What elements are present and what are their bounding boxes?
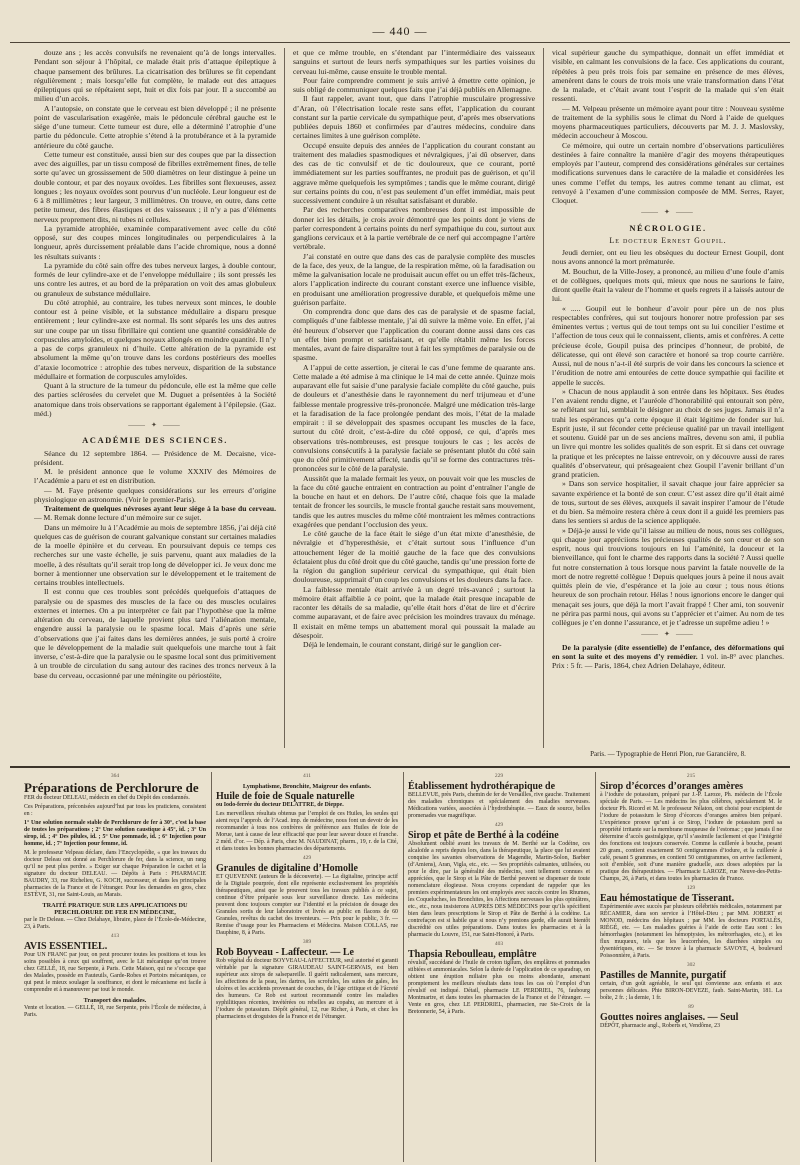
- ad-text: ET QUEVENNE (auteurs de la découverte). — La digitaline, principe actif de la Digitale pourprée, dont elle représente exclusivement les propriétés thérapeutiques, ainsi que le prouvent tous les travaux publiés à ce sujet, continue d’être préparée sous leur surveillance directe. Les médecins peuvent donc toujours compter sur l’identité et la précision de dosage des Granules sortis de leur laboratoire et livrés au public en flacons de 60 Granules, revêtus du cachet des inventeurs. — Prix pour le public, 3 fr. — Remise d’usage pour les Pharmaciens et Médecins. Maison COLLAS, rue Dauphine, 8, à Paris.: [216, 874, 398, 936]
- paragraph: [34, 381, 276, 418]
- paragraph: — M. Velpeau présente un mémoire ayant pour titre : Nouveau système de traitement de la syphilis sous le climat du Nord à l’aide de quelques moyens pharmaceutiques particuliers, découverts par M. J. J. Maslovsky, médecin accoucheur à Moscou.: [552, 103, 784, 141]
- section-subtitle: Le docteur Ernest Goupil.: [609, 235, 727, 245]
- ad-text: révulsif, succédané de l’huile de croton tiglium, des emplâtres et pommades stibiées et ammoniacales. Selon la durée de l’application de ce sparadrap, on obtient une éruption miliaire plus ou moins abondante, amenant promptement les meilleurs résultats dans tous les cas où l’emploi d’un révulsif est indiqué. Détail, pharmacie LE PERDRIEL, 76, faubourg Montmartre, et dans toutes les pharmacies de la France et de l’étranger. — Vente en gros, chez LE PERDRIEL, pharmacien, rue Ste-Croix de la Bretonnerie, 54, à Paris.: [408, 960, 590, 1015]
- ad-number: 389: [302, 939, 312, 945]
- ad-column-1: [24, 772, 206, 1162]
- header-rule: [10, 42, 790, 43]
- paragraph: On comprendra donc que dans des cas de paralysie et de spasme facial, compliqués d’une faiblesse mentale, j’ai dû suivre la même voie. En effet, j’ai été heureux d’observer que l’application du courant donne aussi dans ces cas un effet bien prompt et satisfaisant, et qu’elle rétablit même les forces mentales, avant de faire disparaître tout à fait les symptômes de paralysie ou de spasme.: [293, 307, 535, 363]
- paragraph: Il est connu que ces troubles sont précédés quelquefois d’attaques de paralysie ou de spasmes des muscles de la face ou des muscles oculaires externes et internes. On a pu interpréter ce fait par l’hypothèse que la même altération du cerveau, de laquelle provient plus tard l’aliénation mentale, engendre aussi la paralysie ou le spasme local. Mais d’après une série d’observations que j’ai faites dans les dernières années, je suis porté à croire que le développement de la maladie suit quelquefois une marche tout à fait inverse, c’est-à-dire que la paralysie ou le spasme local sont dus primitivement à un trouble de circulation du sang autour des racines des troncs nerveux à la base du cerveau, occasionné par une méningite ou périostéite,: [34, 587, 276, 680]
- ad-text: Rob végétal du docteur BOYVEAU-LAFFECTEUR, seul autorisé et garanti véritable par la signature GIRAUDEAU SAINT-GERVAIS, est bien supérieur aux sirops de salsepareille. Il guérit radicalement, sans mercure, les affections de la peau, les dartres, les scrofules, les suites de gales, les ulcères et les accidents provenant de couches, de l’âge critique et de l’âcreté des humeurs. Ce Rob est surtout recommandé contre les maladies syphilitiques récentes, invétérées ou rebelles au copahu, au mercure et à l’iodure de potassium. Dépôt général, 12, rue Richer, à Paris, et chez les pharmaciens et droguistes de la France et de l’étranger.: [216, 958, 398, 1020]
- paragraph: Pour faire comprendre comment je suis arrivé à émettre cette opinion, je suis obligé de communiquer quelques faits que j’ai déjà publiés en Allemagne.: [293, 75, 535, 94]
- book-notice: [552, 643, 784, 671]
- paragraph: » Dans son service hospitalier, il savait chaque jour faire apprécier sa savante expérience et la bonté de son cœur. C’est assez dire qu’il était aimé de tous, surtout de ses élèves, auxquels il savait inspirer l’amour de l’étude et du bien. Sa mémoire restera chère à ceux dont il a guidé les premiers pas dans les sentiers si ardus de la science appliquée.: [552, 479, 784, 526]
- ad-text: Pour UN FRANC par jour, on peut procurer toutes les positions et tous les soins possibles à ceux qui souffrent, avec le Lit mécanique qu’on trouve chez GELLÉ, 18, rue Serpente, à Paris. Cette Maison, qui ne s’occupe que des Malades, possède en Fauteuils, Garde-Robes et Portoirs mécaniques, ce qui peut le mieux soulager la souffrance, et dont le mécanisme est facile à comprendre et à manœuvrer par tout le monde.: [24, 952, 206, 993]
- ad-number: 413: [110, 933, 120, 939]
- paragraph: [34, 504, 276, 523]
- ornament-divider: ⸻ ✦ ⸻: [640, 630, 696, 639]
- ad-headline: Gouttes noires anglaises. — Seul: [600, 1012, 739, 1023]
- ad-text: Vente et location. — GELLÉ, 18, rue Serpente, près l’École de médecine, à Paris.: [24, 1005, 206, 1018]
- ad-column-4: [600, 772, 782, 1162]
- ad-text: BELLEVUE, près Paris, chemin de fer de Versailles, rive gauche. Traitement des maladies chroniques et spécialement des maladies nerveuses. Médications variées, associées à l’hydrothérapie. — Eaux de source, belles promenades vue magnifique.: [408, 792, 590, 819]
- ad-headline: Établissement hydrothérapique de: [408, 781, 556, 792]
- paragraph-text: Quant à la structure de la tumeur du pédoncule, elle est la même que celle des parties sclérosées du cervelet que M. Duguet a présentées à la Société anatomique dans trois observations se rapportant également à l’épilepsie.: [34, 381, 276, 409]
- ad-headline: Huile de foie de Squale naturelle: [216, 791, 355, 802]
- ad-headline: Rob Boyveau - Laffecteur. — Le: [216, 947, 354, 958]
- ad-headline: Pastilles de Mannite, purgatif: [600, 970, 727, 981]
- ad-column-3: [408, 772, 590, 1162]
- ad-text: Absolument oublié avant les travaux de M. Berthé sur la Codéine, ces alcaloïde a repris depuis lors, dans la thérapeutique, la place que lui avaient conquise les savantes observations de Magendie, Martin-Solon, Barbier (d’Amiens), Aran, Vigla, etc., etc. — Ses propriétés calmantes, utilisées, ou pour le dire, par la généralité des médecins, sont tellement connues et appréciées, que le Sirop et la Pâte de Berthé peuvent se dispenser de toute nomenclature élogieuse. Nous croyons cependant de rappeler que les premiers expérimentateurs les ont employés avec succès contre les Rhumes, les Coqueluches, les Bronchites, les Affections nerveuses les plus opiniâtres, etc., etc., nous insisterons AUPRÈS DES MÉDECINS pour qu’ils spécifient bien dans leurs prescriptions le Sirop et Pâte de Berthé à la codéine. La contrefaçon est si habile que si nous n’y prenions garde, elle aurait bientôt discrédité ces utiles préparations. Dans toutes les pharmacies et à la pharmacie du Louvre, 151, rue Saint-Honoré, à Paris.: [408, 841, 590, 938]
- column-3: [552, 48, 784, 748]
- ad-text: M. le professeur Velpeau déclare, dans l’Encyclopédie, « que les travaux du docteur Deleau ont donné au Perchlorure de fer, dans la science, un rang qu’il ne peut plus perdre. » Exiger sur chaque Préparation le cachet et la signature du docteur DELEAU. — Dépôts à Paris : PHARMACIE BAUDRY, 33, rue Richelieu, G. KOCH, successeur, et dans les principales pharmacies de la France et de l’étranger. Pour les demandes en gros, chez ESTÈVE, 31, rue Saint-Louis, au Marais.: [24, 850, 206, 898]
- ad-number: 429: [302, 855, 312, 861]
- ad-number: 215: [686, 773, 696, 779]
- ad-text: certain, d’un goût agréable, le seul qui convienne aux enfants et aux personnes délicates. Phie BIRON-DEVEZE, faub. Saint-Martin, 181. La boîte, 2 fr. ; la demie, 1 fr.: [600, 981, 782, 1001]
- imprint-line: Paris. — Typographie de Henri Plon, rue Garancière, 8.: [590, 750, 746, 758]
- ad-subtitle: TRAITÉ PRATIQUE SUR LES APPLICATIONS DU PERCHLORURE DE FER EN MÉDECINE,: [42, 902, 188, 916]
- paragraph: M. Bouchut, de la Ville-Josey, a prononcé, au milieu d’une foule d’amis et de collègues, quelques mots qui, mieux que nous ne saurions le faire, diront quelle était la valeur de l’homme et quels regrets il a laissés autour de lui.: [552, 266, 784, 304]
- paragraph: Le côté gauche de la face était le siége d’un état mixte d’anesthésie, de névralgie et d’hyperesthésie, et c’était surtout sous l’influence d’un attouchement léger de la moitié gauche de la face que des convulsions éclataient plus du côté droit que du côté gauche, tandis qu’une pression forte de la région du ganglion supérieur cervical du sympathique, qui était bien douloureuse, supprimait d’un coup les convulsions et les douleurs dans la face.: [293, 529, 535, 585]
- ad-text: DÉPÔT, pharmacie angl., Roberts et, Vendôme, 23: [600, 1023, 721, 1029]
- source-citation: (Gaz. méd.): [34, 399, 276, 418]
- ad-column-rule: [403, 772, 404, 1162]
- ad-text: Expérimentée avec succès par plusieurs célébrités médicales, notamment par RÉCAMIER, dans son service à l’Hôtel-Dieu ; par MM. JOBERT et MONOD, médecins des hôpitaux ; par MM. les docteurs PORTALÈS, RIÉGÉ, etc. — Les maladies guéries à l’aide de cette Eau sont : les hémorrhagies (notamment les hémoptysies, les métrorrhagies, etc.), et les flux muqueux, tels que les leucorrhées, les diarrhées simples ou dysentériques, etc. — Se trouve à la pharmacie SAVOYE, 4, boulevard Poissonnière, à Paris.: [600, 904, 782, 959]
- paragraph: » Déjà-je aussi le vide qu’il laisse au milieu de nous, nous ses collègues, qui chaque jour appréciions les précieuses qualités de son cœur et de son esprit, nous qui trouvions toujours en lui l’aménité, la douceur et la bienveillance, qui font le charme des rapports dans la société ? Aussi quelle fut notre consternation à tous lorsque nous parvint la fatale nouvelle de la mort de notre regretté collègue ! Depuis quelques jours à peine il nous avait quittés plein de vie, d’espérance et la joie au cœur ; tous nous étions heureux de son prochain retour. Hélas ! nous ignorions encore le danger qui menaçait ses jours, que déjà la mort l’avait frappé ! Cher ami, ton souvenir ne périra pas parmi nous, qui avons su t’apprécier et t’aimer. Au nom de tes collègues je t’en donne l’assurance, et je t’adresse un suprême adieu ! »: [552, 525, 784, 627]
- paragraph: La pyramide du côté sain offre des tubes nerveux larges, à double contour, formés de leur cylindre-axe et de l’enveloppe médullaire ; ils sont pressés les uns contre les autres, et au bord de la préparation on voit des amas globuleux ou granuleux de substance médullaire.: [34, 260, 276, 298]
- ad-text: par le Dr Deleau. — Chez Delahaye, libraire, place de l’École-de-Médecine, 23, à Paris.: [24, 917, 206, 930]
- ad-number: 411: [302, 773, 312, 779]
- paragraph: A l’autopsie, on constate que le cerveau est bien développé ; il ne présente point de vascularisation exagérée, mais le pédoncule cérébral gauche est le siége d’une tumeur. Cette tumeur est dure, elle a déterminé l’atrophie d’une partie du pédoncule. Cette atrophie s’étend à la protubérance et à la pyramide antérieure du côté gauche.: [34, 103, 276, 150]
- section-title-necrology: NÉCROLOGIE.: [629, 222, 707, 233]
- column-rule: [284, 48, 285, 748]
- ad-number: 229: [494, 773, 504, 779]
- column-2: [293, 48, 535, 748]
- ornament-divider: ⸻ ✦ ⸻: [127, 421, 183, 429]
- paragraph: Par des recherches comparatives nombreuses dont il est impossible de donner ici les détails, je crois avoir démontré que les points dont je viens de parler correspondent à certains points du nerf sympathique du cou, surtout aux ganglions cervicaux et à la partie vertébrale de ce nerf qui accompagne l’artère vertébrale.: [293, 205, 535, 252]
- ad-column-2: [216, 772, 398, 1162]
- ad-items: 1° Une solution normale stable de Perchlorure de fer à 30°, c’est la base de toutes les préparations ; 2° Une solution caustique à 45°, id. ; 3° Un sirop, id. ; 4° Des pilules, id. ; 5° Une pommade, id. ; 6° Injection pour homme, id. ; 7° Injection pour femme, id.: [24, 820, 206, 847]
- ad-subtitle: Lymphatisme, Bronchite, Maigreur des enfants.: [242, 783, 372, 790]
- column-rule: [543, 48, 544, 748]
- paragraph: Il faut rappeler, avant tout, que dans l’atrophie musculaire progressive d’Aran, où l’électrisation locale reste sans effet, l’application du courant constant sur la partie cervicale du sympathique peut, d’après mes observations publiées depuis 1860 et confirmées par d’autres médecins, conduire dans certaines limites à une guérison complète.: [293, 94, 535, 141]
- ad-subtitle: Transport des malades.: [83, 997, 147, 1004]
- ad-headline: Préparations de Perchlorure de: [24, 780, 199, 795]
- ad-number: 129: [686, 885, 696, 891]
- paragraph: « ..... Goupil eut le bonheur d’avoir pour père un de nos plus respectables confrères, qui sut toujours honorer notre profession par ses éminentes vertus ; vertus qui de tout temps ont su lui concilier l’estime et l’affection de tous ceux qui le connaissent, clients, amis et confrères. A cette précieuse école, Goupil puisa des principes d’honneur, de probité, de délicatesse, qui ont élevé son caractère et honoré sa trop courte carrière. Aussi, nul de nous n’a-t-il été surpris de voir dans les concours la science et l’érudition de notre ami entourées de cette douce sympathie qui facilite et appelle le succès.: [552, 303, 784, 387]
- column-1: [34, 48, 276, 748]
- ad-headline: Sirop d’écorces d’oranges amères: [600, 781, 744, 792]
- page-number: — 440 —: [372, 24, 428, 38]
- paragraph: Cette tumeur est constituée, aussi bien sur des coupes que par la dissection avec des aiguilles, par un tissu composé de fibrilles extrêmement fines, de telle sorte qu’avec un grossissement de 500 diamètres on leur distingue à peine un double contour, et par des noyaux ovoïdes. Les fibrilles sont flexueuses, assez longues ; les noyaux ovoïdes sont pourvus d’un nucléole. Leur longueur est de 6 à 8 millimètres ; leur largeur, 3 millimètres. On trouve, en outre, dans cette petite tumeur, des fibres élastiques et des vaisseaux ; il n’y a pas d’éléments nerveux proprement dits, ni tubes ni cellules.: [34, 149, 276, 224]
- paragraph: vical supérieur gauche du sympathique, donnait un effet immédiat et visible, en calmant les convulsions de la face. Ces applications du courant, répétées à peu près trois fois par semaine en présence de mes élèves, amenèrent dans le cours de trois mois une vraie transformation dans l’état de la malade, et c’était avant tout l’esprit de la malade qui s’en était ressenti.: [552, 48, 784, 104]
- book-details: 1 vol. in-8° avec planches. Prix : 5 fr. — Paris, 1864, chez Adrien Delahaye, éditeur.: [552, 651, 784, 670]
- paragraph: La pyramide atrophiée, examinée comparativement avec celle du côté opposé, sur des coupes minces longitudinales ou perpendiculaires à la longueur, après durcissement préalable dans l’acide chromique, nous a donné les résultats suivants :: [34, 223, 276, 261]
- journal-page: [10, 0, 790, 1165]
- ad-text: Ces Préparations, préconisées aujourd’hui par tous les praticiens, consistent en :: [24, 804, 206, 817]
- subsection-title: Traitement de quelques névroses ayant leur siége à la base du cerveau.: [44, 504, 276, 513]
- paragraph: Dans un mémoire lu à l’Académie au mois de septembre 1856, j’ai déjà cité quelques cas de guérison de courant galvanique constant sur certaines maladies de la moelle épinière et du cerveau. En poursuivant depuis ce temps ces recherches sur une vaste échelle, je suis parvenu, quant aux maladies de la moelle, à des résultats qu’il serait trop long de développer ici. Je veux donc me borner à mentionner une observation sur le développement et le traitement de certains troubles intellectuels.: [34, 522, 276, 587]
- ad-number: 364: [110, 773, 120, 779]
- paragraph: A l’appui de cette assertion, je citerai le cas d’une femme de quarante ans. Cette malade a été admise à ma clinique le 14 mai de cette année. Quinze mois auparavant elle fut saisie d’une paralysie faciale complète du côté gauche, puis de douleurs et d’anesthésie dans le rayonnement du nerf trijumeau et d’une faiblesse mentale progressive très-prononcée. Malgré une médication très-large et la faradisation de la face prolongée pendant des mois, l’état de la malade empirait : il se développait des spasmes occupant les muscles de la face, surtout du côté droit, c’est-à-dire du côté opposé, ce qui, d’après mes observations très-nombreuses, est presque toujours le cas ; les accès de convulsions consécutifs à la paralysie faciale se présentant plutôt du côté sain que du côté primitivement affecté, tandis qu’il se forme des contractures très-prononcées sur le côté de la paralysie.: [293, 362, 535, 474]
- paragraph: Ce mémoire, qui outre un certain nombre d’observations particulières destinées à faire connaître la manière d’agir des moyens thérapeutiques employés par l’auteur, comprend des considérations générales sur certaines modifications survenues dans le caractère de la maladie et considérées les unes comme l’effet du temps, les autres comme tenant au climat, est renvoyé à l’examen d’une commission composée de MM. Serres, Rayer, Cloquet.: [552, 140, 784, 205]
- ad-text: à l’iodure de potassium, préparé par J.-P. Laroze, Ph. médecin de l’École spéciale de Paris. — Les médecins les plus célèbres, spécialement M. le docteur Ph. Ricord et M. le professeur Nélaton, ont choisi pour excipient de l’iodure de potassium le Sirop d’écorces d’oranges amères bien préparé. L’expérience prouve qu’uni à ce Sirop, l’iodure de potassium perd sa propriété irritante sur la membrane muqueuse de l’estomac ; que jamais il ne détermine d’accès gastralgique, qu’il s’assimile facilement et que l’intégrité des fonctions est toujours conservée. Comme la cuillerée à bouche, pesant 20 gram., contient exactement 50 centigrammes d’iodure, et la cuillerée à café, pesant 5 grammes, en contient 50 centigrammes, on arrive facilement, soit d’emblée, soit d’une manière graduelle, aux doses adoptées par la pratique des thérapeutistes. — Pharmacie LAROZE, rue Neuve-des-Petits-Champs, 26, à Paris, et dans toutes les pharmacies de France.: [600, 792, 782, 882]
- ad-text: ou Iodo-ferrée du docteur DELATTRE, de Dieppe.: [216, 802, 344, 808]
- ad-headline: Sirop et pâte de Berthé à la codéine: [408, 830, 559, 841]
- paragraph: Jeudi dernier, ont eu lieu les obsèques du docteur Ernest Goupil, dont nous avons annoncé la mort prématurée.: [552, 248, 784, 267]
- paragraph: douze ans ; les accès convulsifs ne revenaient qu’à de longs intervalles. Pendant son séjour à l’hôpital, ce malade était pris d’attaque épileptique à chaque pansement des brûlures. La cicatrisation des brûlures se fit cependant régulièrement ; mais lorsqu’elle fut complète, le malade eut des attaques épileptiques qui se répétaient sept, huit et dix fois par jour. Il a succombé au milieu d’un accès.: [34, 48, 276, 104]
- ad-column-rule: [211, 772, 212, 1162]
- ad-number: 403: [494, 941, 504, 947]
- paragraph: La faiblesse mentale était arrivée à un degré très-avancé ; surtout la mémoire était affaiblie à ce point, que la malade était presque incapable de raconter les détails de sa maladie, qu’elle était hors d’état de lire et d’écrire comme auparavant, et de faire avec précision les moindres travaux du ménage. Il existait en même temps un abattement moral qui poussait la malade au désespoir.: [293, 584, 535, 640]
- section-title-academy: ACADÉMIE DES SCIENCES.: [82, 435, 228, 446]
- paragraph: M. le président annonce que le volume XXXIV des Mémoires de l’Académie a paru et est en distribution.: [34, 467, 276, 486]
- paragraph: Déjà le lendemain, le courant constant, dirigé sur le ganglion cer-: [303, 640, 502, 649]
- ad-number: 302: [686, 962, 696, 968]
- ad-headline: Thapsia Reboulleau, emplâtre: [408, 949, 537, 960]
- ad-text: Les merveilleux résultats obtenus par l’emploi de ces Huiles, les seules qui aient reçu l’approb. de l’Acad. imp. de médecine, nous font un devoir de les recommander à tous nos confrères de préférence aux Huiles de foie de Morue, tant à cause de leur efficacité que pour leur saveur douce et franche. 2 méd. d’or. — Dép. à Paris, chez M. NAUDINAT, pharm., 19, r. de la Cité, et dans toutes les bonnes pharmacies des départements.: [216, 811, 398, 852]
- ad-headline: Eau hémostatique de Tisserant.: [600, 893, 735, 904]
- ads-rule: [10, 766, 790, 768]
- paragraph: » Chacun de nous applaudit à son entrée dans les hôpitaux. Ses études l’en avaient rendu digne, et l’auréole d’honorabilité qui entourait son père, se reflétant sur lui, semblait le désigner au choix de ses juges. Jamais il n’a trahi les espérances qu’a cette époque il était légitime de fonder sur lui. Esprit juste, il sut féconder cette précieuse qualité par un travail intelligent et soutenu. Guidé par un de ses anciens maîtres, devenu son ami, il publia un livre qui montre les solides qualités de son esprit. Et si dans cet ouvrage la pratique et les préceptes ne laisse entrevoir, on y découvre aussi de rares qualités d’observateur, qui présageaient chez Goupil l’avenir brillant d’un grand praticien.: [552, 386, 784, 479]
- paragraph: Aussitôt que la malade fermait les yeux, on pouvait voir que les muscles de la face du côté gauche entraient en contraction au point d’entraîner l’angle de la bouche en haut et en dehors. De l’autre côté, chaque fois que la malade tentait de froncer les sourcils, le muscle frontal gauche restait sans mouvement, tandis que les autres muscles du même côté montraient les mêmes contractions exagérées que pendant l’occlusion des yeux.: [293, 473, 535, 529]
- ad-number: 429: [494, 822, 504, 828]
- seance-line: Séance du 12 septembre 1864. — Présidence de M. Decaisne, vice-président.: [34, 448, 276, 467]
- ad-text: FER du docteur DELEAU, médecin en chef du Dépôt des condamnés.: [24, 795, 190, 801]
- ad-number: 89: [688, 1004, 694, 1010]
- paragraph: J’ai constaté en outre que dans des cas de paralysie complète des muscles de la face, des yeux, de la langue, de la respiration même, où la faradisation ou même la galvanisation locale ne produisait aucun effet ou un effet très-fâcheux, alors l’application indirecte du courant constant exerce une influence visible, en produisant une amélioration progressive durable, et quelquefois même une guérison parfaite.: [293, 251, 535, 307]
- book-title: De la paralysie (dite essentielle) de l’enfance, des déformations qui en sont la suite et des moyens d’y remédier.: [552, 642, 784, 661]
- ad-headline: AVIS ESSENTIEL.: [24, 941, 108, 952]
- paragraph-text: — M. Remak donne lecture d’un mémoire sur ce sujet.: [34, 513, 202, 523]
- paragraph: — M. Faye présente quelques considérations sur les erreurs d’origine physiologique en astronomie. (Voir le premier-Paris).: [34, 485, 276, 504]
- paragraph: et que ce même trouble, en s’étendant par l’intermédiaire des vaisseaux sanguins et surtout de leurs nerfs sympathiques sur les parties voisines du cerveau lui-même, cause ensuite le trouble mental.: [293, 48, 535, 76]
- paragraph: Du côté atrophié, au contraire, les tubes nerveux sont minces, le double contour est à peine visible, et la substance médullaire a disparu presque entièrement ; leur cylindre-axe est normal. Ils sont séparés les uns des autres sur une coupe par un tissu fibrillaire qui contient une quantité considérable de corpuscules amyloïdes, et quelques noyaux allongés en moindre quantité. Il n’y a pas de corps granuleux ni d’huile. Cette altération de la pyramide est absolument la même qu’on trouve dans les cordons postérieurs des moelles d’ataxie locomotrice : atrophie des tubes nerveux, disparition de la substance médullaire et formation de corpuscules amyloïdes.: [34, 297, 276, 381]
- ad-column-rule: [595, 772, 596, 1162]
- ornament-divider: ⸻ ✦ ⸻: [640, 208, 696, 217]
- ad-headline: Granules de digitaline d’Homolle: [216, 863, 358, 874]
- paragraph: Occupé ensuite depuis des années de l’application du courant constant au traitement des maladies spasmodiques et névralgiques, j’ai dû observer, dans des cas de tic convulsif et de tic douloureux, que ce courant, porté immédiatement sur les parties souffrantes, ne produit pas de guérison, et qu’il aggrave même quelquefois les symptômes ; tandis que le même courant, dirigé sur certains points du cou, n’est pas seulement d’un effet immédiat, mais peut successivement conduire à un résultat satisfaisant et durable.: [293, 140, 535, 205]
